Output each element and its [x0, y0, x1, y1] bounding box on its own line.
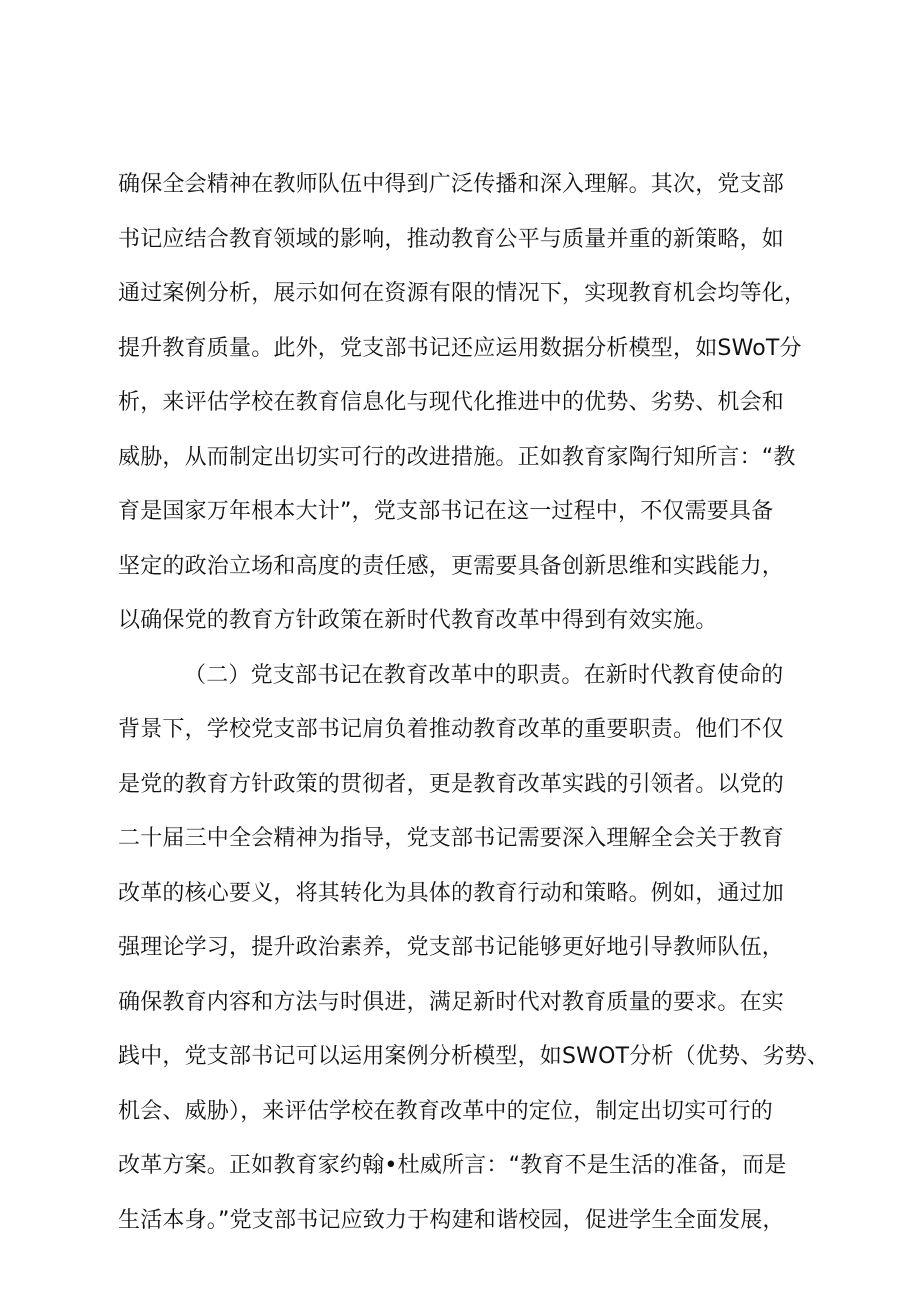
- text-line: 是党的教育方针政策的贯彻者，更是教育改革实践的引领者。以党的: [118, 771, 785, 797]
- text-line: 威胁，从而制定出切实可行的改进措施。正如教育家陶行知所言：“教: [118, 444, 796, 470]
- text-line: 二十届三中全会精神为指导，党支部书记需要深入理解全会关于教育: [118, 826, 785, 851]
- text-line: 以确保党的教育方针政策在新时代教育改革中得到有效实施。: [118, 608, 718, 633]
- text-line: 提升教育质量。此外，党支部书记还应运用数据分析模型，如SWoT分: [118, 335, 802, 361]
- text-line: 背景下，学校党支部书记肩负着推动教育改革的重要职责。他们不仅: [118, 717, 785, 742]
- text-line: 改革的核心要义，将其转化为具体的教育行动和策略。例如，通过加: [118, 880, 785, 906]
- text-line: 确保全会精神在教师队伍中得到广泛传播和深入理解。其次，党支部: [118, 172, 785, 197]
- text-line: 改革方案。正如教育家约翰•杜威所言：“教育不是生活的准备，而是: [118, 1153, 787, 1178]
- text-line: 践中，党支部书记可以运用案例分析模型，如SWOT分析（优势、劣势、: [118, 1044, 830, 1069]
- text-line: 机会、威胁），来评估学校在教育改革中的定位，制定出切实可行的: [118, 1098, 774, 1124]
- section-heading-line: （二）党支部书记在教育改革中的职责。在新时代教育使命的: [184, 662, 784, 688]
- text-line: 书记应结合教育领域的影响，推动教育公平与质量并重的新策略，如: [118, 226, 785, 252]
- text-line: 确保教育内容和方法与时俱进，满足新时代对教育质量的要求。在实: [118, 989, 785, 1015]
- text-line: 育是国家万年根本大计”，党支部书记在这一过程中，不仅需要具备: [118, 499, 774, 524]
- text-line: 生活本身。”党支部书记应致力于构建和谐校园，促进学生全面发展，: [118, 1207, 785, 1233]
- text-line: 析，来评估学校在教育信息化与现代化推进中的优势、劣势、机会和: [118, 390, 785, 415]
- text-line: 通过案例分析，展示如何在资源有限的情况下，实现教育机会均等化，: [118, 281, 807, 306]
- text-line: 强理论学习，提升政治素养，党支部书记能够更好地引导教师队伍，: [118, 935, 785, 960]
- body-text: [118, 158, 838, 1248]
- text-line: 坚定的政治立场和高度的责任感，更需要具备创新思维和实践能力，: [118, 553, 785, 579]
